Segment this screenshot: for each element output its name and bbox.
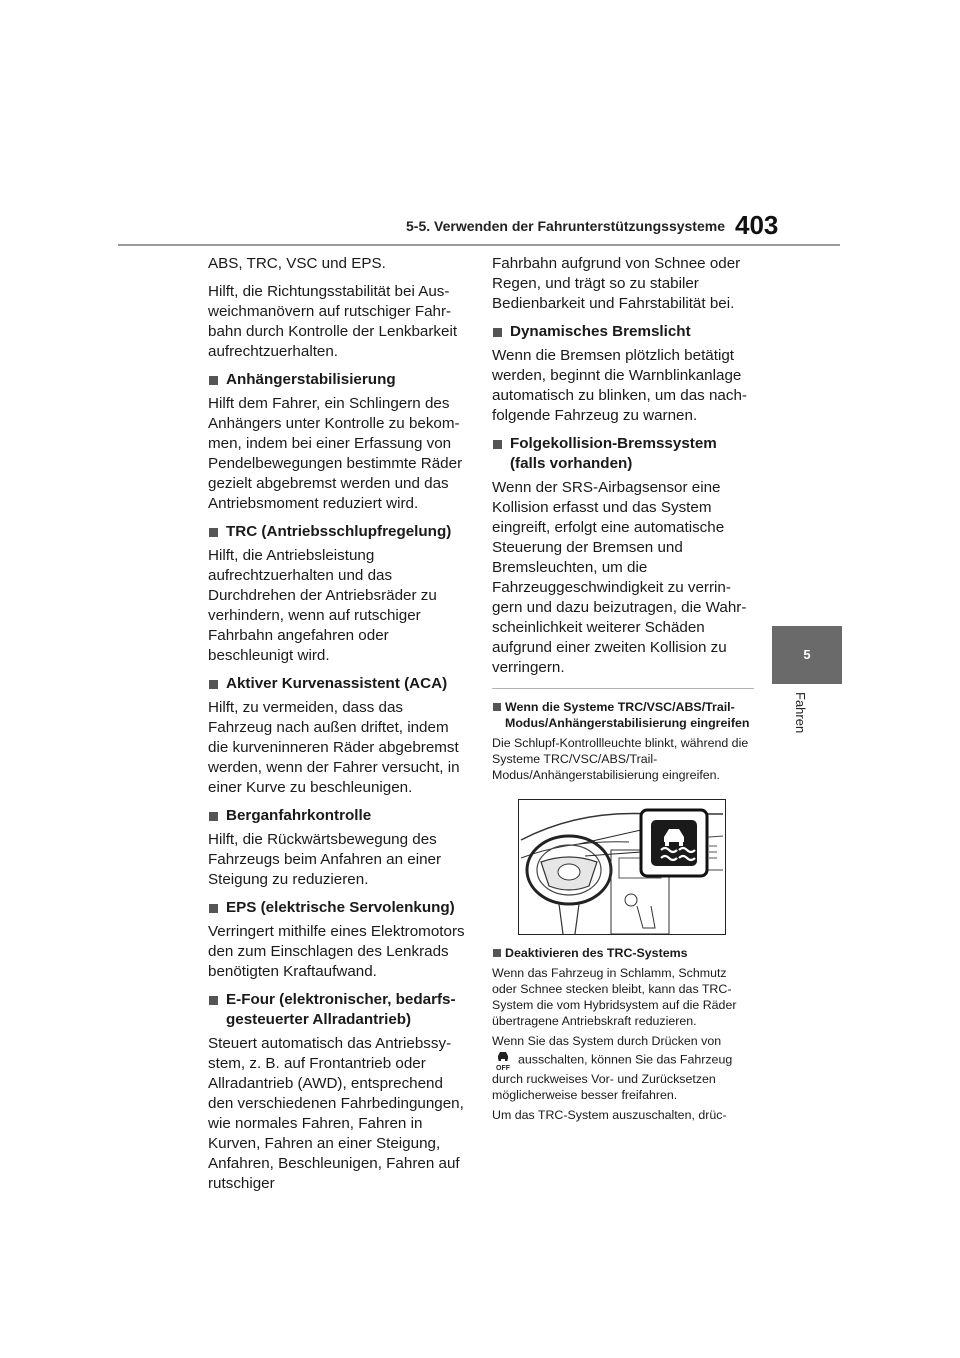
chapter-tab[interactable]: [772, 626, 842, 684]
continued-paragraph: Fahrbahn aufgrund von Schnee oder Regen, und trägt so zu stabiler Bedienbarkeit und Fahrstabilität bei.: [492, 255, 741, 312]
section-body: Hilft, die Rückwärtsbewegung des Fahrzeugs beim Anfahren an einer Steigung zu reduzieren.: [208, 831, 442, 888]
section-heading: EPS (elektrische Servolenkung): [208, 898, 466, 918]
section-body: Wenn der SRS-Airbagsensor eine Kollision erfasst und das System eingreift, erfolgt eine automatische Steuerung der Bremsen und Bremsleuchten, um die Fahrzeuggeschwindigkeit zu verringern und dazu beizutragen, die Wahrscheinlichkeit weiterer Schäden aufgrund einer zweiten Kollision zu verringern.: [492, 479, 747, 676]
header-rule: [118, 244, 840, 246]
divider: [492, 688, 754, 689]
trc-off-switch-icon[interactable]: [492, 1049, 514, 1071]
intro-line: ABS, TRC, VSC und EPS.: [208, 255, 386, 272]
chapter-label: Fahren: [793, 692, 808, 734]
page-number: 403: [735, 210, 779, 240]
section-body: Hilft dem Fahrer, ein Schlingern des Anhängers unter Kontrolle zu bekommen, indem bei einer Erfassung von Pendelbewegungen bestimmte Räder gezielt abgebremst werden und das Antriebsmoment reduziert wird.: [208, 395, 463, 512]
note-body: Wenn das Fahrzeug in Schlamm, Schmutz oder Schnee stecken bleibt, kann das TRC-System die vom Hybridsystem auf die Räder übertragene Antriebskraft reduzieren.: [492, 966, 737, 1028]
right-column: [492, 254, 754, 1127]
section-body: Hilft, die Antriebsleistung aufrechtzuerhalten und das Durchdrehen der Antriebsräder zu verhindern, wenn auf rutschiger Fahrbahn angefahren oder beschleunigt wird.: [208, 547, 437, 664]
note-body: Die Schlupf-Kontrollleuchte blinkt, während die Systeme TRC/VSC/ABS/Trail-Modus/Anhängerstabilisierung eingreifen.: [492, 736, 749, 782]
off-label: OFF: [496, 1065, 510, 1071]
section-body: Wenn die Bremsen plötzlich betätigt werden, beginnt die Warnblinkanlage automatisch zu blinken, um das nachfolgende Fahrzeug zu warnen.: [492, 347, 747, 424]
section-title: 5-5. Verwenden der Fahrunterstützungssysteme: [406, 218, 725, 234]
section-heading: Dynamisches Bremslicht: [492, 322, 754, 342]
section-heading: TRC (Antriebsschlupfregelung): [208, 522, 466, 542]
section-body: Steuert automatisch das Antriebssystem, z. B. auf Frontantrieb oder Allradantrieb (AWD), entsprechend den verschiedenen Fahrbedingungen, wie normales Fahren, Fahren in Kurven, Fahren an einer Steigung, Anfahren, Beschleunigen, Fahren auf rutschiger: [208, 1035, 464, 1192]
section-heading: E-Four (elektronischer, bedarfsgesteuerter Allradantrieb): [208, 990, 466, 1030]
note-heading: Deaktivieren des TRC-Systems: [492, 945, 754, 961]
left-column: [208, 254, 466, 1202]
note-text: ausschalten, können Sie das Fahrzeug durch ruckweises Vor- und Zurücksetzen möglicherweise besser freifahren.: [492, 1052, 733, 1102]
note-body: Wenn Sie das System durch Drücken von: [492, 1034, 722, 1048]
note-body: Um das TRC-System auszuschalten, drüc-: [492, 1108, 727, 1122]
dashboard-drawing: [519, 800, 725, 934]
chapter-number: 5: [803, 647, 811, 662]
section-heading: Berganfahrkontrolle: [208, 806, 466, 826]
section-heading: Aktiver Kurvenassistent (ACA): [208, 674, 466, 694]
note-body-with-icon: [492, 1049, 754, 1103]
dashboard-illustration: [518, 799, 726, 935]
section-heading: Anhängerstabilisierung: [208, 370, 466, 390]
section-body: Verringert mithilfe eines Elektromotors den zum Einschlagen des Lenkrads benötigten Kraftaufwand.: [208, 923, 465, 980]
section-body: Hilft, zu vermeiden, dass das Fahrzeug nach außen driftet, indem die kurveninneren Räder abgebremst werden, wenn der Fahrer versucht, in einer Kurve zu beschleunigen.: [208, 699, 460, 796]
intro-paragraph: Hilft, die Richtungsstabilität bei Ausweichmanövern auf rutschiger Fahrbahn durch Kontrolle der Lenkbarkeit aufrechtzuerhalten.: [208, 283, 458, 360]
note-heading: Wenn die Systeme TRC/VSC/ABS/Trail-Modus/Anhängerstabilisierung eingreifen: [492, 699, 754, 731]
section-heading: Folgekollision-Bremssystem (falls vorhanden): [492, 434, 754, 474]
